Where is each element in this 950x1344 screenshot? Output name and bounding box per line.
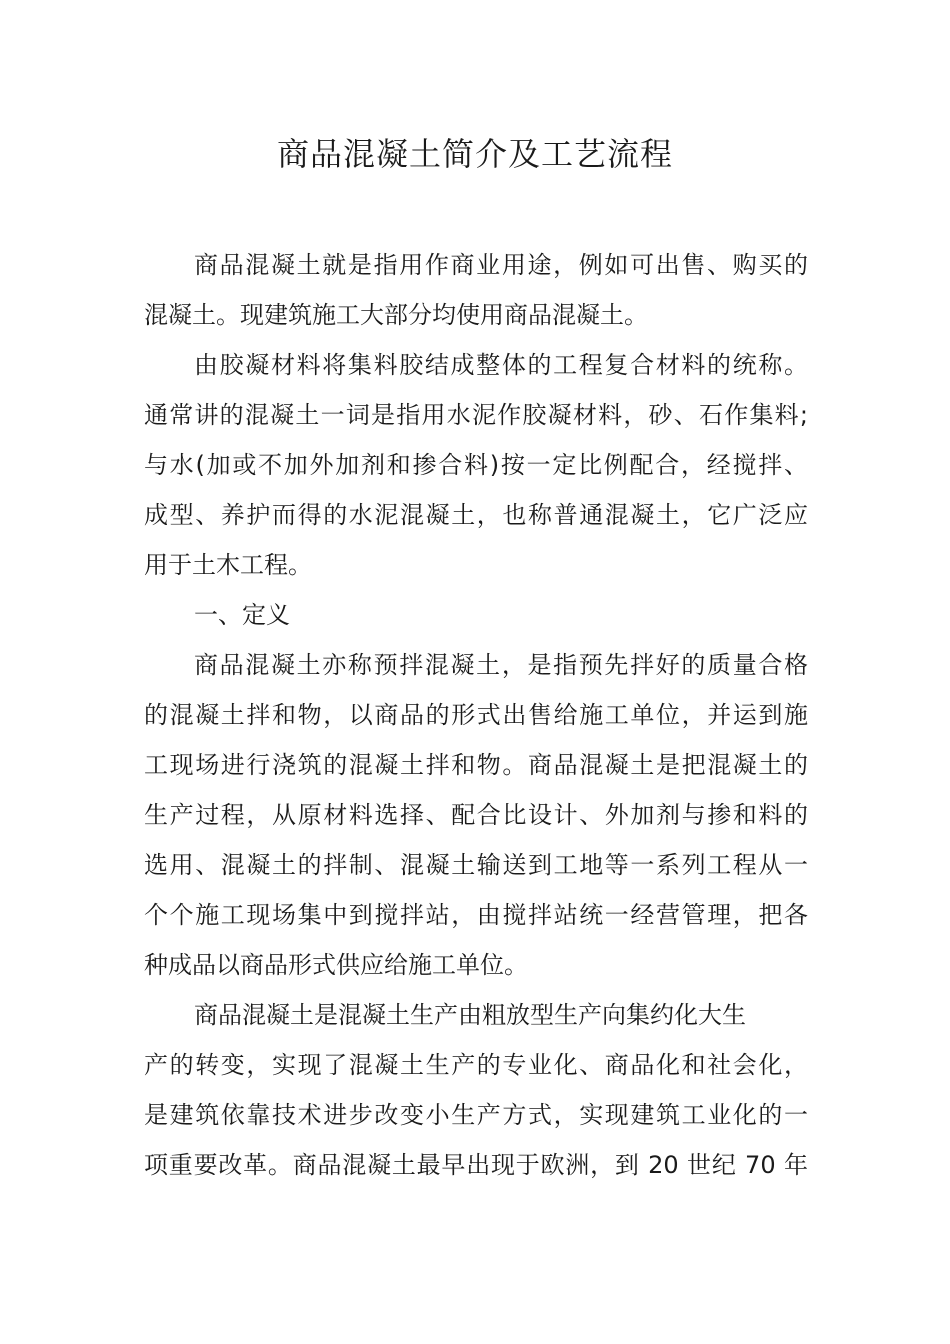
- document-body: [144, 240, 808, 1190]
- paragraph-intro: [144, 240, 808, 340]
- text-line: 的混凝土拌和物，以商品的形式出售给施工单位，并运到施: [144, 701, 808, 729]
- text-line: 商品混凝土是混凝土生产由粗放型生产向集约化大生: [194, 1001, 746, 1029]
- text-line: 项重要改革。商品混凝土最早出现于欧洲，到 20 世纪 70 年: [144, 1151, 808, 1179]
- text-line: 产的转变，实现了混凝土生产的专业化、商品化和社会化，: [144, 1051, 808, 1079]
- text-line: 选用、混凝土的拌制、混凝土输送到工地等一系列工程从一: [144, 851, 808, 879]
- paragraph-definition: [144, 640, 808, 990]
- text-line: 个个施工现场集中到搅拌站，由搅拌站统一经营管理，把各: [144, 901, 808, 929]
- text-line: 成型、养护而得的水泥混凝土，也称普通混凝土，它广泛应: [144, 501, 808, 529]
- page-title: 商品混凝土简介及工艺流程: [276, 135, 673, 173]
- text-line: 商品混凝土就是指用作商业用途，例如可出售、购买的: [194, 251, 808, 279]
- text-line: 混凝土。现建筑施工大部分均使用商品混凝土。: [144, 301, 648, 329]
- text-line: 生产过程，从原材料选择、配合比设计、外加剂与掺和料的: [144, 801, 808, 829]
- text-line: 由胶凝材料将集料胶结成整体的工程复合材料的统称。: [194, 351, 808, 379]
- text-line: 通常讲的混凝土一词是指用水泥作胶凝材料，砂、石作集料;: [144, 401, 808, 429]
- text-line: 用于土木工程。: [144, 551, 312, 579]
- section-heading: 一、定义: [194, 601, 290, 629]
- text-line: 种成品以商品形式供应给施工单位。: [144, 951, 528, 979]
- section-heading-definition: [144, 590, 808, 640]
- paragraph-history: [144, 990, 808, 1190]
- text-line: 是建筑依靠技术进步改变小生产方式，实现建筑工业化的一: [144, 1101, 808, 1129]
- paragraph-composition: [144, 340, 808, 590]
- text-line: 商品混凝土亦称预拌混凝土，是指预先拌好的质量合格: [194, 651, 808, 679]
- text-line: 工现场进行浇筑的混凝土拌和物。商品混凝土是把混凝土的: [144, 751, 808, 779]
- text-line: 与水(加或不加外加剂和掺合料)按一定比例配合，经搅拌、: [144, 451, 808, 479]
